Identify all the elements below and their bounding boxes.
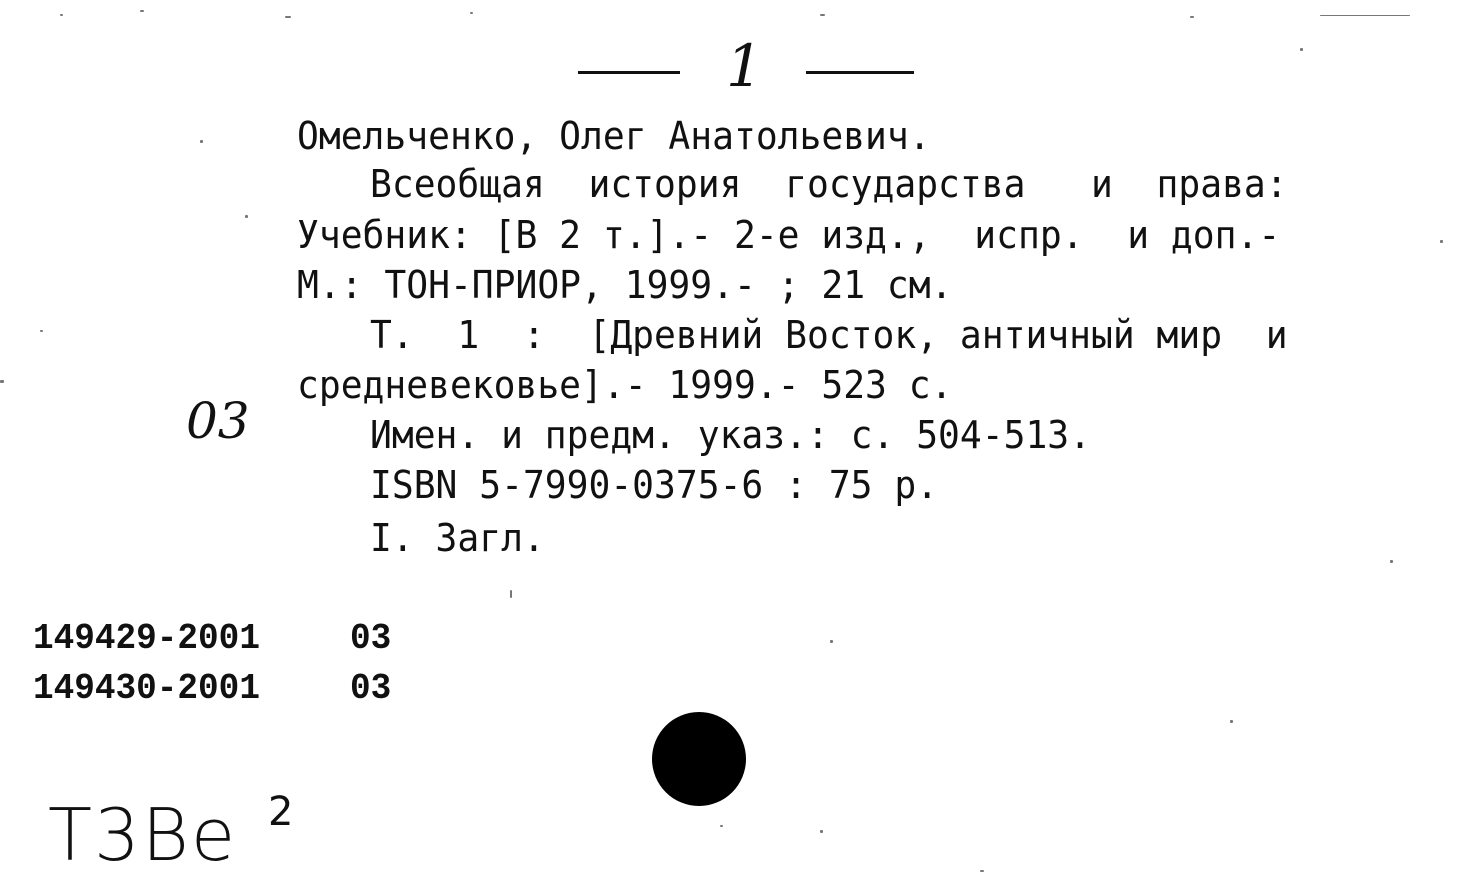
scan-speck — [1390, 560, 1393, 563]
number-dash-left — [578, 71, 680, 74]
side-mark: 03 — [186, 392, 250, 450]
card-number: 1 — [726, 32, 763, 100]
title-line: Всеобщая история государства и права: — [370, 162, 1288, 206]
scan-speck — [720, 825, 723, 827]
scan-speck — [1190, 16, 1194, 18]
inventory-code: 03 — [350, 668, 392, 709]
tracing-line: I. Загл. — [370, 516, 545, 560]
scan-speck — [0, 380, 4, 383]
title-line: М.: ТОН-ПРИОР, 1999.- ; 21 см. — [297, 263, 953, 307]
index-note: Имен. и предм. указ.: с. 504-513. — [370, 413, 1092, 457]
shelf-mark: Т3Ве — [48, 793, 238, 877]
scan-speck — [980, 870, 984, 872]
inventory-code: 03 — [350, 618, 392, 659]
scan-speck — [1320, 15, 1410, 16]
isbn-line: ISBN 5-7990-0375-6 : 75 р. — [370, 463, 939, 507]
scan-speck — [200, 140, 203, 143]
inventory-number: 149429-2001 — [33, 618, 260, 659]
scan-speck — [285, 16, 291, 18]
scan-speck — [510, 590, 512, 598]
inventory-number: 149430-2001 — [33, 668, 260, 709]
number-dash-right — [806, 71, 914, 74]
scan-speck — [1300, 48, 1303, 51]
scan-speck — [830, 640, 833, 643]
scan-speck — [60, 14, 63, 16]
scan-speck — [820, 830, 823, 833]
scan-speck — [40, 330, 43, 332]
scan-speck — [140, 10, 144, 12]
scan-speck — [1230, 720, 1233, 723]
volume-line: средневековье].- 1999.- 523 с. — [297, 363, 953, 407]
volume-line: Т. 1 : [Древний Восток, античный мир и — [370, 313, 1288, 357]
scan-speck — [820, 14, 825, 16]
shelf-mark-superscript: 2 — [268, 789, 294, 835]
title-line: Учебник: [В 2 т.].- 2-е изд., испр. и доп.- — [297, 213, 1281, 257]
scan-speck — [1440, 240, 1443, 243]
author-heading: Омельченко, Олег Анатольевич. — [297, 114, 931, 158]
scan-speck — [245, 215, 248, 218]
punch-hole — [652, 712, 746, 806]
scan-speck — [470, 12, 473, 14]
